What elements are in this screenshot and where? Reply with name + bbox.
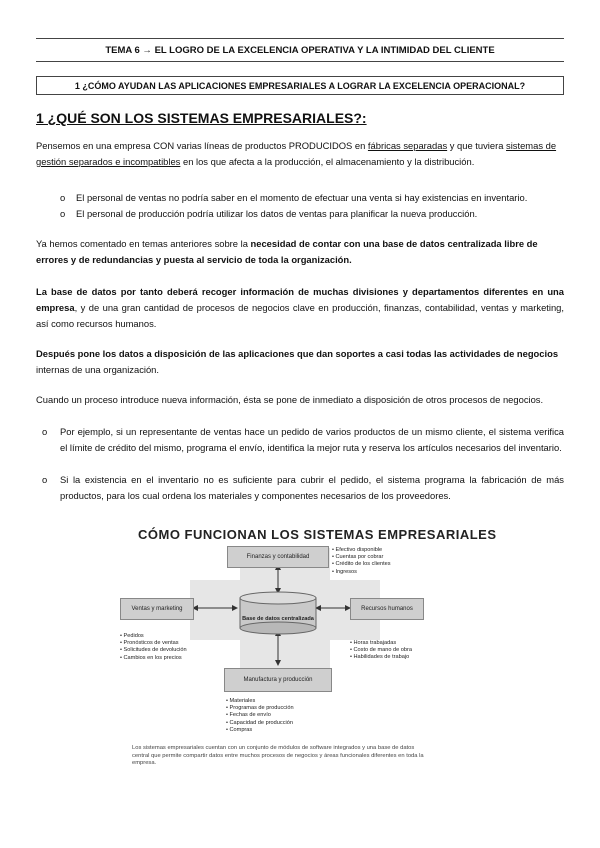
bullet-text: El personal de producción podría utilizar los datos de ventas para planificar la nueva producción. — [76, 208, 478, 219]
list-item: • Capacidad de producción — [226, 719, 293, 726]
list-item: • Crédito de los clientes — [332, 561, 391, 568]
sales-items — [120, 633, 187, 662]
manufacturing-items — [226, 698, 294, 734]
bullet-text: El personal de ventas no podría saber en el momento de efectuar una venta si hay existencias en inventario. — [76, 192, 528, 203]
hr-items — [350, 640, 412, 662]
list-item: • Solicitudes de devolución — [120, 647, 187, 654]
list-item: • Cambios en los precios — [120, 654, 182, 661]
list-item: • Pedidos — [120, 633, 144, 639]
diagram-title: CÓMO FUNCIONAN LOS SISTEMAS EMPRESARIALES — [138, 527, 497, 542]
p4-text-b: internas de una organización. — [36, 364, 160, 375]
bullet-marker: o — [60, 208, 66, 219]
list-item: • Horas trabajadas — [350, 640, 397, 646]
document-header: TEMA 6 → EL LOGRO DE LA EXCELENCIA OPERATIVA Y LA INTIMIDAD DEL CLIENTE — [36, 38, 564, 62]
p3-text-b: , y de una gran cantidad de procesos de negocios clave en producción, finanzas, contabilidad, ventas y marketing, así como recursos humanos. — [36, 302, 564, 329]
box-hr: Recursos humanos — [350, 598, 424, 620]
finance-items — [332, 547, 391, 576]
list-item: • Cuentas por cobrar — [332, 554, 384, 561]
list-item: • Materiales — [226, 698, 256, 704]
section-heading: 1 ¿QUÉ SON LOS SISTEMAS EMPRESARIALES?: — [36, 110, 367, 126]
bullet-marker: o — [42, 426, 48, 437]
p1-text-a: Pensemos en una empresa CON varias líneas de productos PRODUCIDOS en — [36, 140, 368, 151]
p2-text-a: Ya hemos comentado en temas anteriores sobre la — [36, 238, 251, 249]
diagram-caption: Los sistemas empresariales cuentan con un conjunto de módulos de software integrados y una base de datos central que permite compartir datos entre muchos procesos de negocios y áreas funcionales diferentes en toda la empresa. — [132, 745, 424, 767]
p3-text-bold: La base de datos por tanto deberá recoger información de muchas divisiones y departamentos diferentes en una empresa — [36, 286, 564, 313]
bullet-marker: o — [42, 474, 48, 485]
p4-text-bold: Después pone los datos a disposición de las aplicaciones que dan soportes a casi todas las actividades de negocios — [36, 348, 559, 359]
bullet-marker: o — [60, 192, 66, 203]
list-item: • Pronósticos de ventas — [120, 640, 179, 647]
list-item: • Compras — [226, 726, 253, 733]
p1-underline-2: sistemas de gestión separados e incompatibles — [36, 140, 557, 167]
p2-text-bold: necesidad de contar con una base de datos centralizada libre de errores y de redundancias y puesta al servicio de toda la organización. — [36, 238, 538, 265]
database-cylinder-top — [240, 592, 316, 604]
list-item: • Habilidades de trabajo — [350, 654, 410, 661]
paragraph-5: Cuando un proceso introduce nueva información, ésta se pone de inmediato a disposición de otros procesos de negocios. — [36, 394, 544, 405]
section-subheader: 1 ¿CÓMO AYUDAN LAS APLICACIONES EMPRESARIALES A LOGRAR LA EXCELENCIA OPERACIONAL? — [36, 76, 564, 95]
bullet-text: Si la existencia en el inventario no es suficiente para cubrir el pedido, el sistema programa la fabricación de más productos, para los cual ordena los materiales y componentes necesarios de los proveedores. — [60, 474, 564, 501]
p1-text-c: en los que afecta a la producción, el almacenamiento y la distribución. — [180, 156, 475, 167]
list-item: • Efectivo disponible — [332, 547, 383, 553]
box-sales: Ventas y marketing — [120, 598, 194, 620]
list-item: • Ingresos — [332, 568, 357, 575]
p1-underline-1: fábricas separadas — [367, 140, 448, 151]
p1-text-b: y que tuviera — [447, 140, 507, 151]
database-label: Base de datos centralizada — [242, 615, 314, 622]
box-finance: Finanzas y contabilidad — [227, 546, 329, 568]
bullet-text: Por ejemplo, si un representante de ventas hace un pedido de varios productos de un mismo cliente, el sistema verifica el límite de crédito del mismo, programa el envío, identifica la mejor ruta y reserva los artículos necesarios del inventario. — [60, 426, 564, 453]
list-item: • Fechas de envío — [226, 712, 271, 719]
list-item: • Costo de mano de obra — [350, 647, 412, 654]
box-manufacturing: Manufactura y producción — [224, 668, 332, 692]
list-item: • Programas de producción — [226, 705, 294, 712]
